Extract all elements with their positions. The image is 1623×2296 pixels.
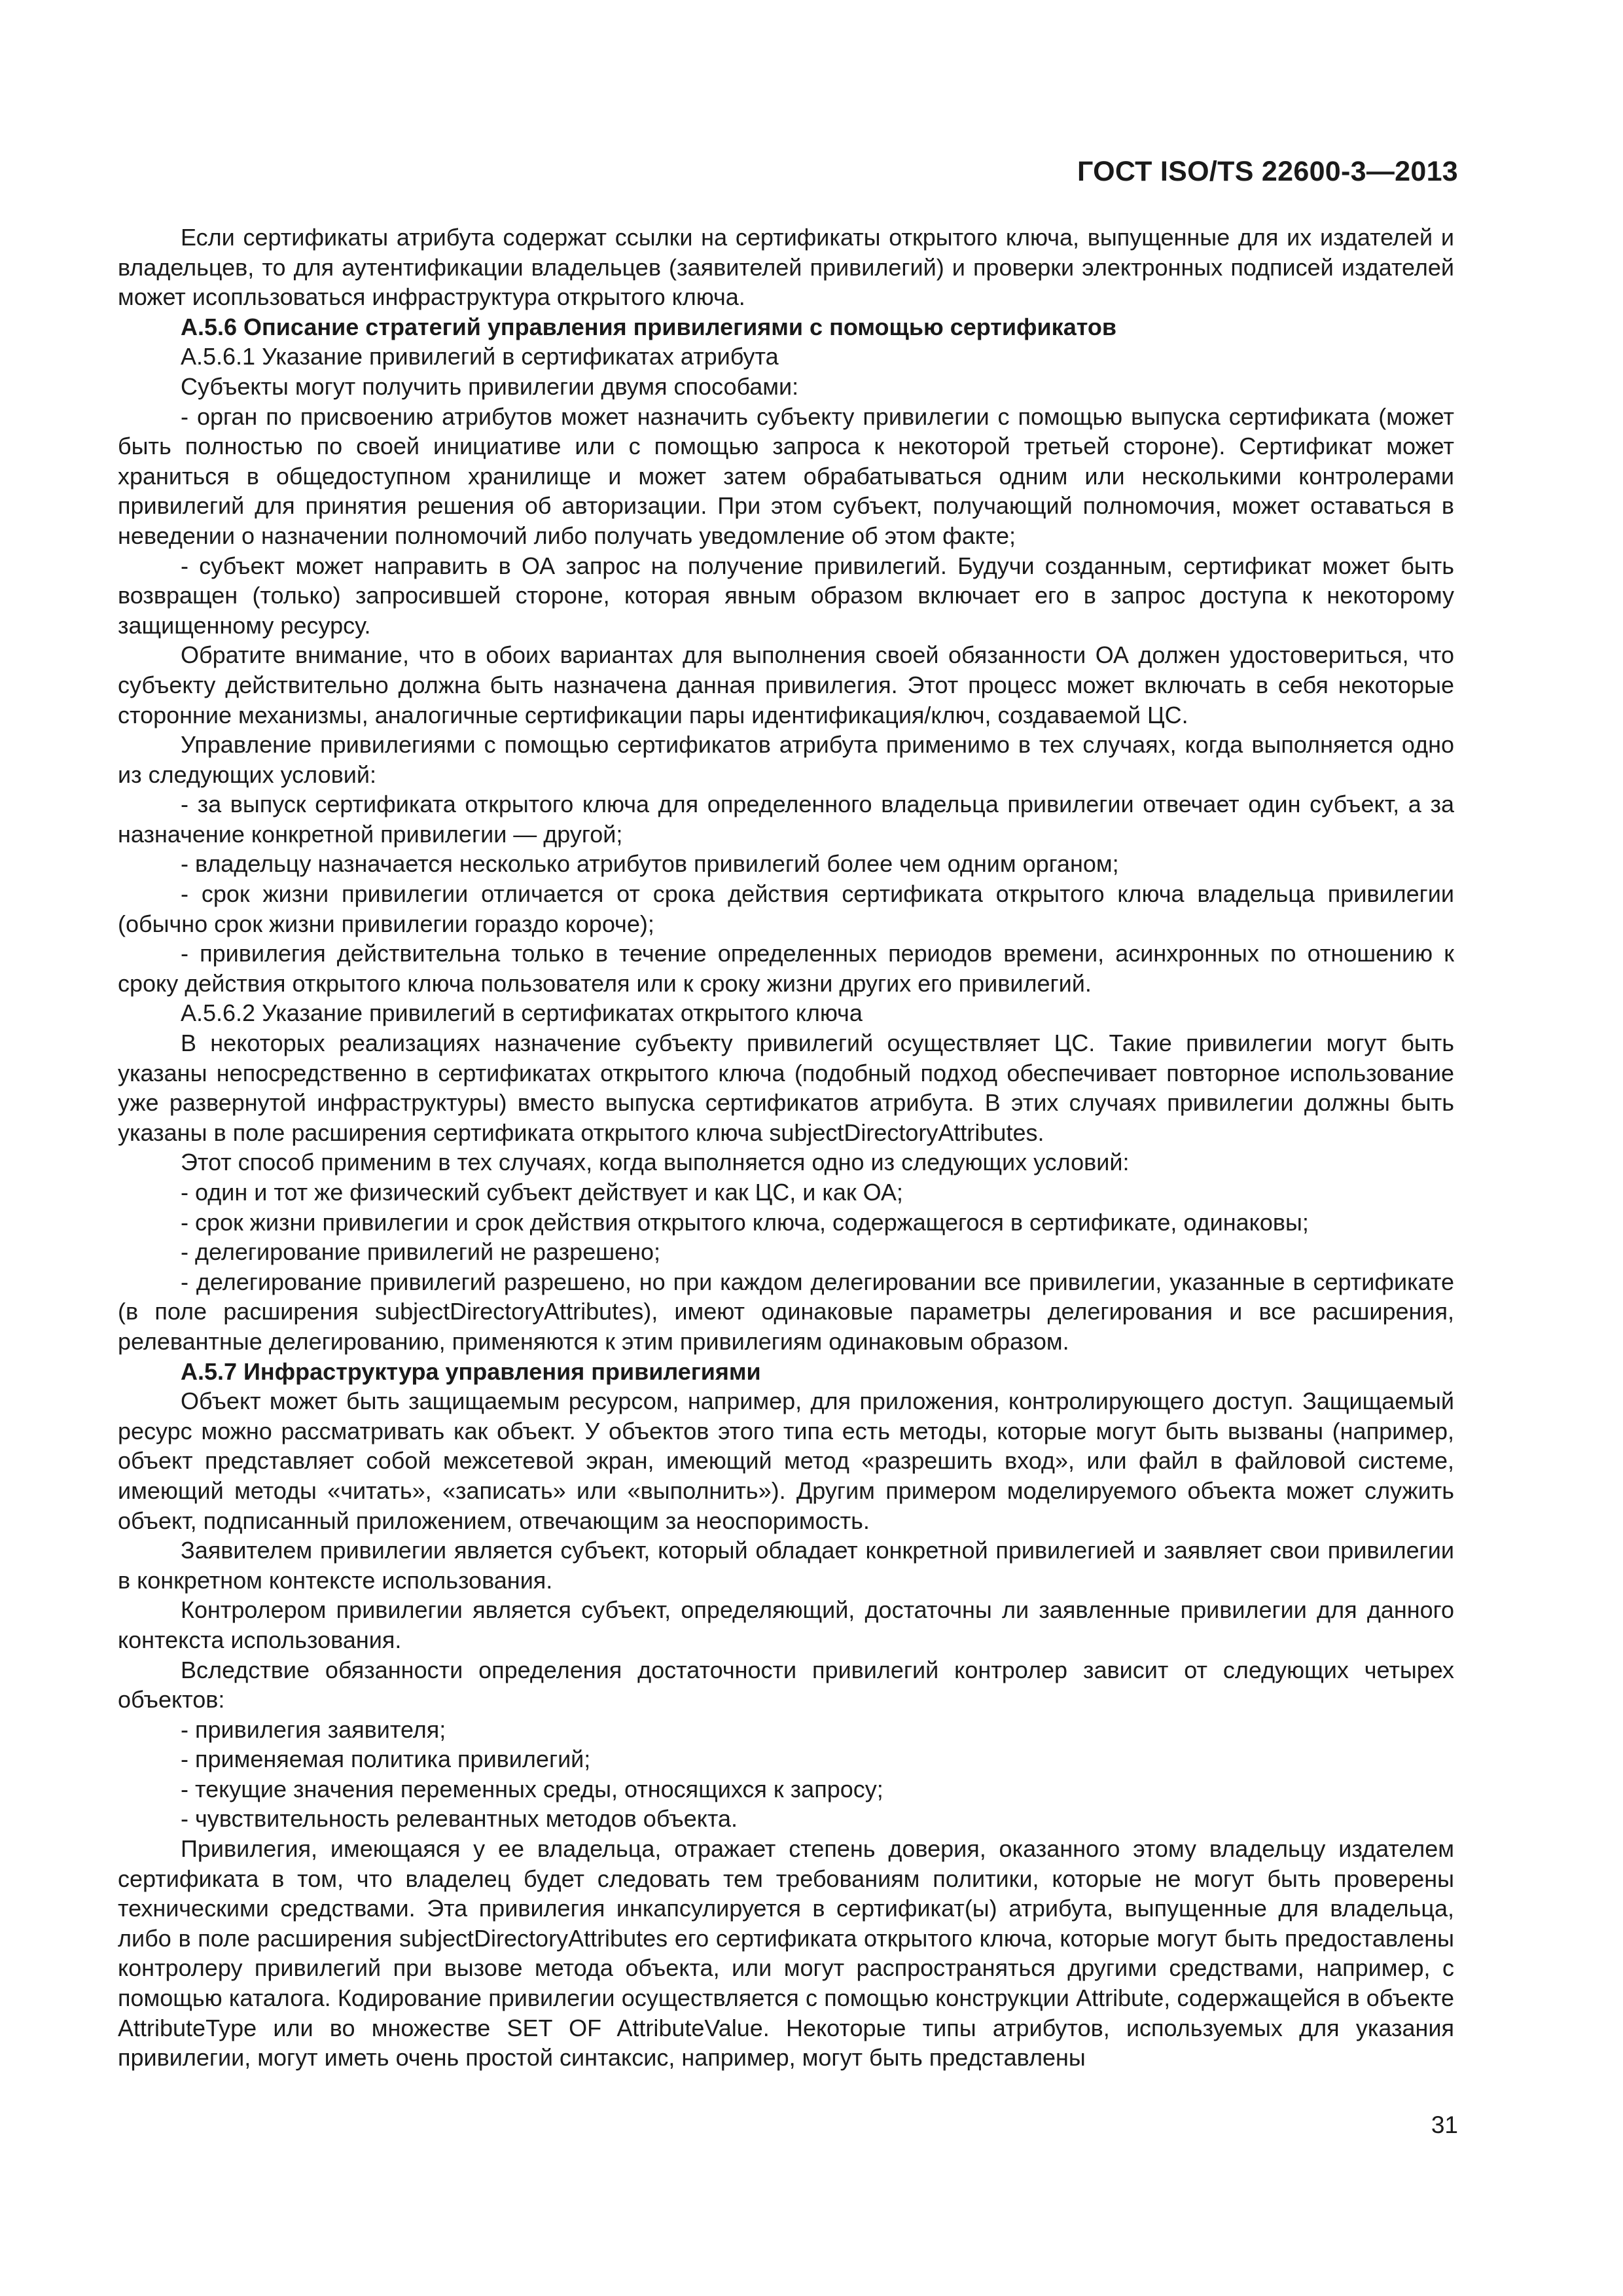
page-number: 31 <box>1431 2111 1458 2138</box>
list-item: - применяемая политика привилегий; <box>181 1746 591 1773</box>
standard-designation: ГОСТ ISO/TS 22600-3—2013 <box>1077 156 1458 187</box>
subsection-heading: А.5.6.1 Указание привилегий в сертификатах атрибута <box>181 343 779 370</box>
section-heading: А.5.7 Инфраструктура управления привилегиями <box>181 1357 761 1385</box>
list-item: - владельцу назначается несколько атрибутов привилегий более чем одним органом; <box>181 850 1119 878</box>
list-item: - привилегия действительна только в течение определенных периодов времени, асинхронных по отношению к сроку действия открытого ключа пользователя или к сроку жизни других его привилегий. <box>118 940 1454 997</box>
document-body <box>118 223 1454 2073</box>
paragraph: Субъекты могут получить привилегии двумя способами: <box>181 372 799 400</box>
list-item: - один и тот же физический субъект действует и как ЦС, и как ОА; <box>181 1179 903 1206</box>
paragraph: Управление привилегиями с помощью сертификатов атрибута применимо в тех случаях, когда выполняется одно из следующих условий: <box>118 731 1454 788</box>
paragraph: Этот способ применим в тех случаях, когда выполняется одно из следующих условий: <box>181 1149 1130 1176</box>
paragraph: Вследствие обязанности определения достаточности привилегий контролер зависит от следующих четырех объектов: <box>118 1656 1454 1713</box>
subsection-heading: А.5.6.2 Указание привилегий в сертификатах открытого ключа <box>181 999 863 1027</box>
paragraph: Обратите внимание, что в обоих вариантах для выполнения своей обязанности ОА должен удостовериться, что субъекту действительно должна быть назначена данная привилегия. Этот процесс может включать в себя некоторые сторонние механизмы, аналогичные сертификации пары идентификация/ключ, создаваемой ЦС. <box>118 641 1454 728</box>
list-item: - срок жизни привилегии отличается от срока действия сертификата открытого ключа владельца привилегии (обычно срок жизни привилегии гораздо короче); <box>118 880 1454 937</box>
list-item: - субъект может направить в ОА запрос на получение привилегий. Будучи созданным, сертификат может быть возвращен (только) запросившей стороне, которая явным образом включает его в запрос доступа к некоторому защищенному ресурсу. <box>118 552 1454 639</box>
list-item: - делегирование привилегий не разрешено; <box>181 1238 661 1266</box>
paragraph: Если сертификаты атрибута содержат ссылки на сертификаты открытого ключа, выпущенные для их издателей и владельцев, то для аутентификации владельцев (заявителей привилегий) и проверки электронных подписей издателей может исопльзоваться инфраструктура открытого ключа. <box>118 224 1454 311</box>
list-item: - текущие значения переменных среды, относящихся к запросу; <box>181 1775 883 1803</box>
list-item: - за выпуск сертификата открытого ключа для определенного владельца привилегии отвечает один субъект, а за назначение конкретной привилегии — другой; <box>118 791 1454 848</box>
paragraph: Контролером привилегии является субъект, определяющий, достаточны ли заявленные привилегии для данного контекста использования. <box>118 1596 1454 1653</box>
list-item: - делегирование привилегий разрешено, но при каждом делегировании все привилегии, указанные в сертификате (в поле расширения subjectDirectoryAttributes), имеют одинаковые параметры делегирования и все расширения, релевантные делегированию, применяются к этим привилегиям одинаковым образом. <box>118 1268 1454 1355</box>
list-item: - чувствительность релевантных методов объекта. <box>181 1805 738 1833</box>
paragraph: Привилегия, имеющаяся у ее владельца, отражает степень доверия, оказанного этому владельцу издателем сертификата в том, что владелец будет следовать тем требованиям политики, которые не могут быть проверены техническими средствами. Эта привилегия инкапсулируется в сертификат(ы) атрибута, выпущенные для владельца, либо в поле расширения subjectDirectoryAttributes его сертификата открытого ключа, которые могут быть предоставлены контролеру привилегий при вызове метода объекта, или могут распространяться другими средствами, например, с помощью каталога. Кодирование привилегии осуществляется с помощью конструкции Attribute, содержащейся в объекте AttributeType или во множестве SET OF AttributeValue. Некоторые типы атрибутов, используемых для указания привилегии, могут иметь очень простой синтаксис, например, могут быть представлены <box>118 1835 1454 2072</box>
section-heading: А.5.6 Описание стратегий управления привилегиями с помощью сертификатов <box>181 313 1116 340</box>
list-item: - привилегия заявителя; <box>181 1715 446 1743</box>
paragraph: Объект может быть защищаемым ресурсом, например, для приложения, контролирующего доступ. Защищаемый ресурс можно рассматривать как объект. У объектов этого типа есть методы, которые могут быть вызваны (например, объект представляет собой межсетевой экран, имеющий метод «разрешить вход», или файл в файловой системе, имеющий методы «читать», «записать» или «выполнить»). Другим примером моделируемого объекта может служить объект, подписанный приложением, отвечающим за неоспоримость. <box>118 1388 1454 1534</box>
list-item: - орган по присвоению атрибутов может назначить субъекту привилегии с помощью выпуска сертификата (может быть полностью по своей инициативе или с помощью запроса к некоторой третьей стороне). Сертификат может храниться в общедоступном хранилище и может затем обрабатываться одним или несколькими контролерами привилегий для принятия решения об авторизации. При этом субъект, получающий полномочия, может оставаться в неведении о назначении полномочий либо получать уведомление об этом факте; <box>118 403 1454 549</box>
paragraph: Заявителем привилегии является субъект, который обладает конкретной привилегией и заявляет свои привилегии в конкретном контексте использования. <box>118 1537 1454 1594</box>
list-item: - срок жизни привилегии и срок действия открытого ключа, содержащегося в сертификате, одинаковы; <box>181 1208 1309 1236</box>
paragraph: В некоторых реализациях назначение субъекту привилегий осуществляет ЦС. Такие привилегии могут быть указаны непосредственно в сертификатах открытого ключа (подобный подход обеспечивает повторное использование уже развернутой инфраструктуры) вместо выпуска сертификатов атрибута. В этих случаях привилегии должны быть указаны в поле расширения сертификата открытого ключа subjectDirectoryAttributes. <box>118 1030 1454 1146</box>
